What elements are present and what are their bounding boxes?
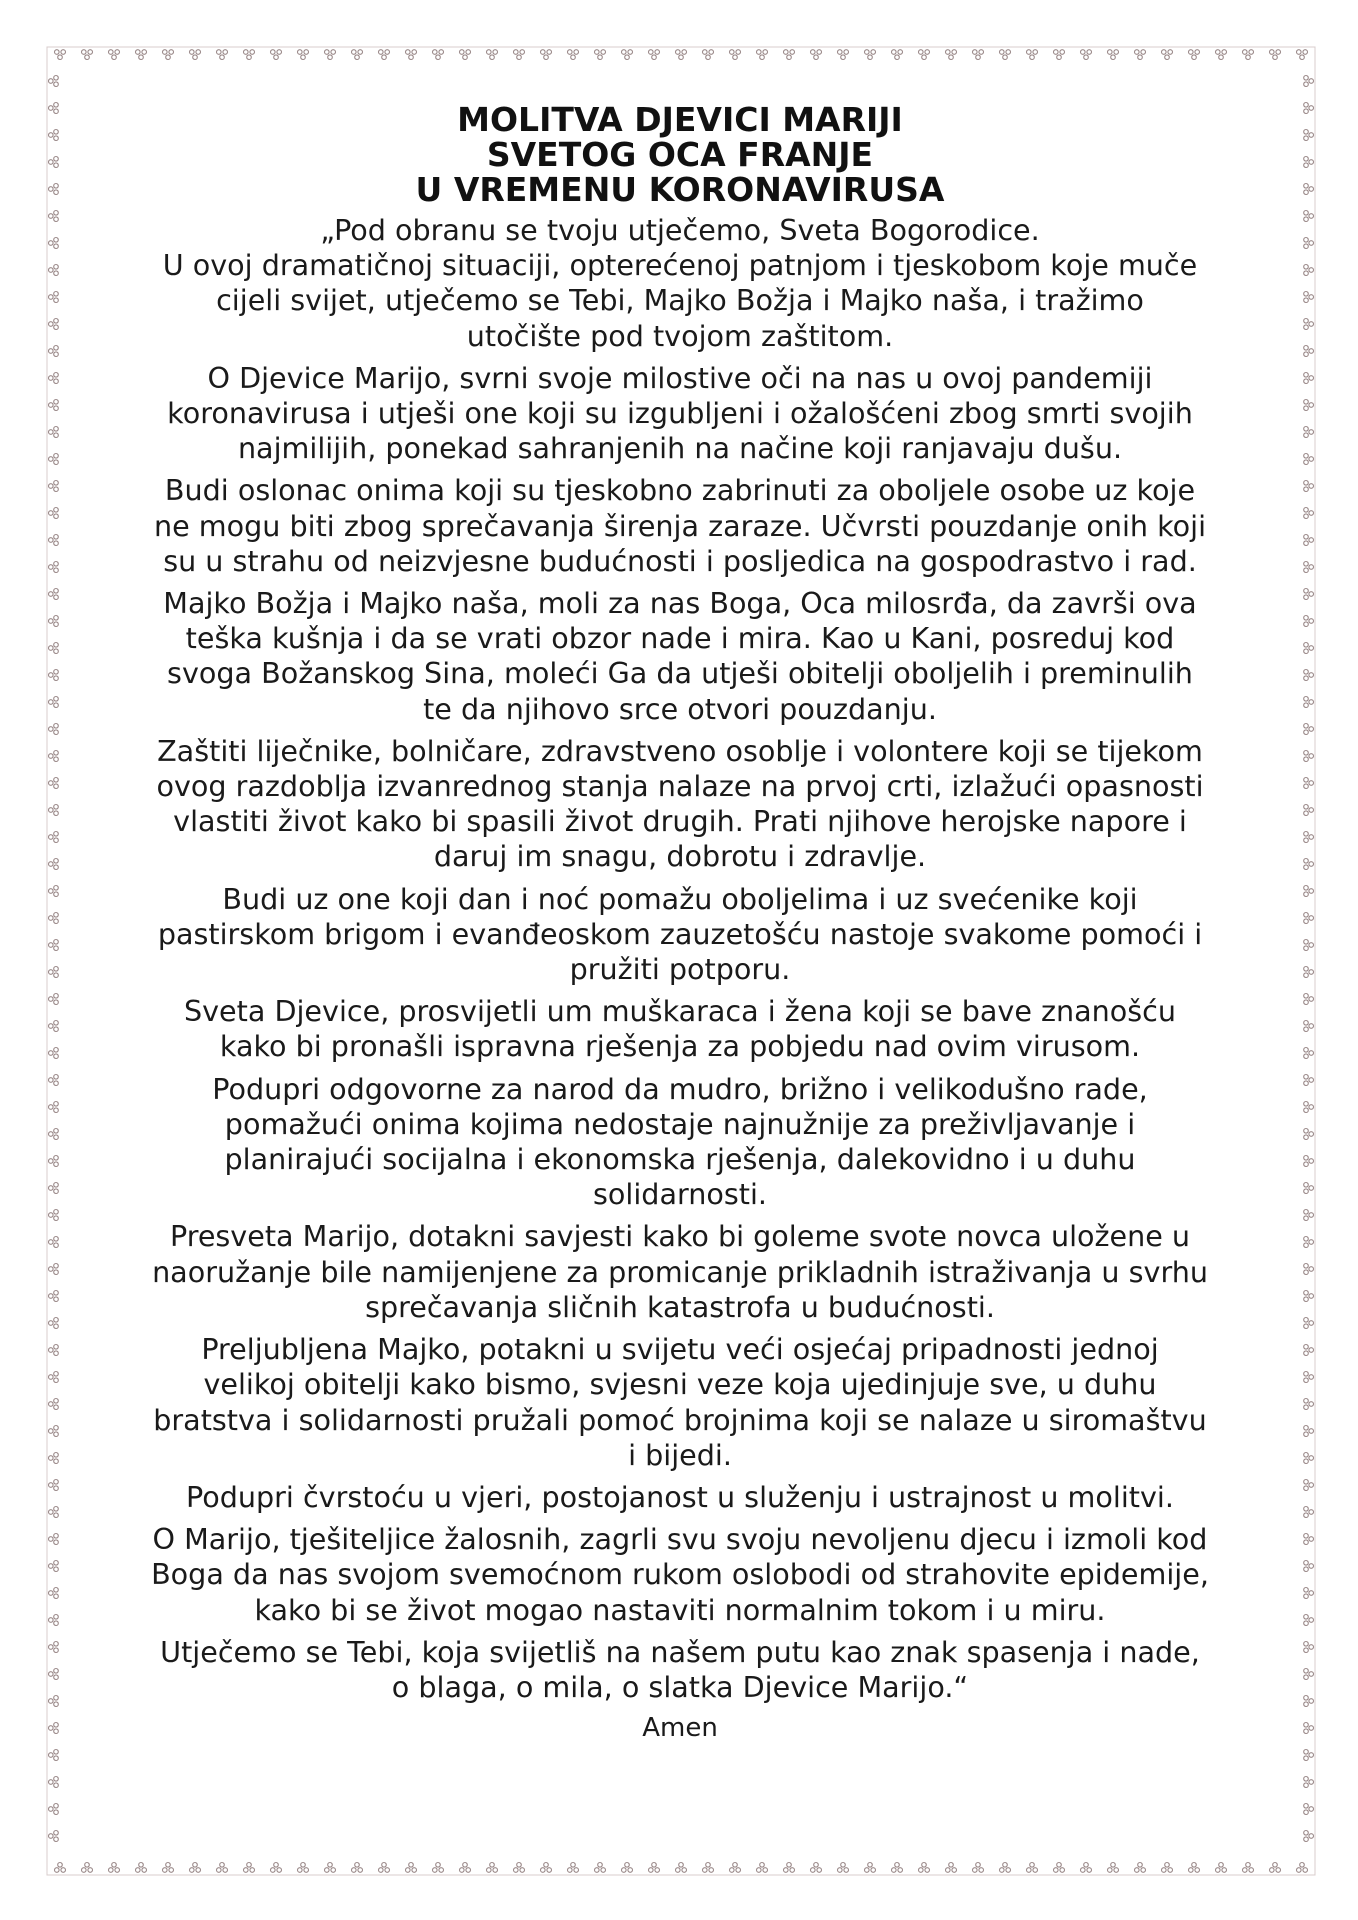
border-ornament [49,346,59,357]
border-ornament [676,50,687,60]
border-ornament [1304,1696,1314,1707]
prayer-paragraph [100,473,1260,579]
paragraph-line: utočište pod tvojom zaštitom. [466,318,894,353]
border-ornament [217,50,228,60]
border-ornament [49,1615,59,1626]
border-ornament [49,859,59,870]
border-ornament [1135,50,1146,60]
border-ornament [1304,1642,1314,1653]
border-ornament [487,1863,498,1873]
paragraph-line: te da njihovo srce otvori pouzdanju. [423,691,937,726]
border-ornament [1304,427,1314,438]
prayer-paragraph [100,586,1260,727]
border-ornament [163,1863,174,1873]
border-ornament [49,1723,59,1734]
border-ornament [49,940,59,951]
border-ornament [1081,50,1092,60]
border-ornament [379,1863,390,1873]
border-ornament [811,50,822,60]
border-ornament [1304,1102,1314,1113]
border-ornament [55,1863,66,1873]
paragraph-line: Presveta Marijo, dotakni savjesti kako bi goleme svote novca uložene u [169,1219,1191,1254]
border-ornament [973,1863,984,1873]
border-ornament [622,1863,633,1873]
border-ornament [1000,50,1011,60]
border-ornament [49,1480,59,1491]
border-ornament [1304,265,1314,276]
border-ornament [1304,1588,1314,1599]
border-ornament [49,1291,59,1302]
paragraph-line: Budi oslonac onima koji su tjeskobno zabrinuti za oboljele osobe uz koje [164,473,1196,508]
border-ornament [1304,1210,1314,1221]
paragraph-line: O Djevice Marijo, svrni svoje milostive oči na nas u ovoj pandemiji [207,360,1153,395]
border-ornament [49,616,59,627]
border-ornament [649,1863,660,1873]
border-ornament [1304,1453,1314,1464]
border-ornament [1304,103,1314,114]
border-ornament [49,481,59,492]
border-ornament [49,1534,59,1545]
border-ornament [1304,778,1314,789]
border-ornament [406,50,417,60]
border-ornament [217,1863,228,1873]
border-ornament [49,643,59,654]
paragraph-line: najmilijih, ponekad sahranjenih na načine koji ranjavaju dušu. [237,431,1123,466]
border-ornament [1304,1615,1314,1626]
border-ornament [1304,1831,1314,1842]
border-ornament [49,427,59,438]
border-ornament [325,1863,336,1873]
border-ornament [49,724,59,735]
border-ornament [1162,50,1173,60]
border-ornament [1304,1291,1314,1302]
border-ornament [1054,50,1065,60]
paragraph-line: U ovoj dramatičnoj situaciji, opterećenoj patnjom i tjeskobom koje muče [162,248,1198,283]
paragraph-line: bratstva i solidarnosti pružali pomoć brojnima koji se nalaze u siromaštvu [153,1402,1207,1437]
border-ornament [49,1372,59,1383]
border-ornament [1304,1264,1314,1275]
prayer-body [100,213,1260,1705]
border-ornament [244,50,255,60]
border-ornament [271,1863,282,1873]
border-ornament [1304,994,1314,1005]
border-ornament [298,1863,309,1873]
border-ornament [1000,1863,1011,1873]
border-ornament [1054,1863,1065,1873]
border-ornament [730,50,741,60]
paragraph-line: Podupri odgovorne za narod da mudro, brižno i velikodušno rade, [212,1071,1148,1106]
border-ornament [49,1696,59,1707]
border-ornament [1304,589,1314,600]
border-ornament [1304,697,1314,708]
border-ornament [49,1453,59,1464]
border-ornament [1304,130,1314,141]
border-ornament [49,697,59,708]
paragraph-line: O Marijo, tješiteljice žalosnih, zagrli svu svoju nevoljenu djecu i izmoli kod [152,1522,1208,1557]
border-ornament [1304,508,1314,519]
border-ornament [49,508,59,519]
border-ornament [1304,805,1314,816]
border-ornament [1304,1345,1314,1356]
border-ornament [1304,184,1314,195]
border-ornament [1304,238,1314,249]
prayer-paragraph [100,361,1260,467]
border-ornament [1304,886,1314,897]
paragraph-line: ne mogu biti zbog sprečavanja širenja zaraze. Učvrsti pouzdanje onih koji [153,508,1207,543]
border-ornament [49,157,59,168]
border-ornament [49,211,59,222]
border-ornament [460,1863,471,1873]
prayer-paragraph [100,213,1260,354]
border-ornament [49,805,59,816]
border-ornament [1162,1863,1173,1873]
border-ornament [49,832,59,843]
border-ornament [973,50,984,60]
border-ornament [541,1863,552,1873]
prayer-paragraph [100,1072,1260,1213]
border-ornament [244,1863,255,1873]
paragraph-line: Boga da nas svojom svemoćnom rukom oslobodi od strahovite epidemije, [151,1557,1209,1592]
paragraph-line: pomažući onima kojima nedostaje najnužnije za preživljavanje i [224,1106,1136,1141]
paragraph-line: Podupri čvrstoću u vjeri, postojanost u služenju i ustrajnost u molitvi. [186,1479,1174,1514]
border-ornament [49,1588,59,1599]
border-ornament [1304,967,1314,978]
border-ornament [49,373,59,384]
border-ornament [946,1863,957,1873]
border-ornament [1027,1863,1038,1873]
border-ornament [811,1863,822,1873]
border-ornament [1304,157,1314,168]
prayer-document [100,102,1260,1744]
border-ornament [49,994,59,1005]
border-ornament [568,1863,579,1873]
border-ornament [541,50,552,60]
paragraph-line: i bijedi. [628,1437,732,1472]
paragraph-line: o blaga, o mila, o slatka Djevice Marijo.“ [391,1669,969,1704]
border-ornament [649,50,660,60]
border-ornament [190,50,201,60]
border-ornament [1304,1750,1314,1761]
border-ornament [1297,1863,1308,1873]
border-ornament [1304,724,1314,735]
prayer-paragraph [100,1480,1260,1515]
border-ornament [55,50,66,60]
border-ornament [1304,1399,1314,1410]
paragraph-line: Zaštiti liječnike, bolničare, zdravstveno osoblje i volontere koji se tijekom [157,733,1203,768]
border-ornament [865,50,876,60]
border-ornament [460,50,471,60]
border-ornament [1304,454,1314,465]
border-ornament [49,76,59,87]
paragraph-line: „Pod obranu se tvoju utječemo, Sveta Bogorodice. [320,213,1040,247]
border-ornament [892,1863,903,1873]
border-ornament [514,50,525,60]
title-line: SVETOG OCA FRANJE [486,135,874,174]
paragraph-line: cijeli svijet, utječemo se Tebi, Majko Božja i Majko naša, i tražimo [216,283,1144,318]
border-ornament [433,1863,444,1873]
border-ornament [49,319,59,330]
closing-amen: Amen [642,1713,718,1744]
paragraph-line: svoga Božanskog Sina, moleći Ga da utješi obitelji oboljelih i preminulih [167,656,1193,691]
border-ornament [622,50,633,60]
paragraph-line: ovog razdoblja izvanrednog stanja nalaze na prvoj crti, izlažući opasnosti [156,769,1204,804]
border-ornament [595,1863,606,1873]
border-ornament [1081,1863,1092,1873]
border-ornament [49,1507,59,1518]
border-ornament [1304,1534,1314,1545]
border-ornament [1304,1237,1314,1248]
border-ornament [49,1048,59,1059]
border-ornament [136,1863,147,1873]
border-ornament [1304,751,1314,762]
border-ornament [49,1345,59,1356]
border-ornament [919,50,930,60]
border-ornament [325,50,336,60]
paragraph-line: Sveta Djevice, prosvijetli um muškaraca i žena koji se bave znanošću [183,994,1177,1029]
border-ornament [49,1669,59,1680]
prayer-paragraph [100,994,1260,1064]
border-ornament [1304,832,1314,843]
border-ornament [1108,1863,1119,1873]
border-ornament [865,1863,876,1873]
border-ornament [271,50,282,60]
border-ornament [1304,616,1314,627]
border-ornament [190,1863,201,1873]
border-ornament [49,1075,59,1086]
paragraph-line: naoružanje bile namijenjene za promicanje prikladnih istraživanja u svrhu [152,1254,1208,1289]
border-ornament [703,50,714,60]
border-ornament [1304,1480,1314,1491]
prayer-paragraph [100,1219,1260,1325]
border-ornament [49,1831,59,1842]
border-ornament [1304,859,1314,870]
border-ornament [1304,1507,1314,1518]
border-ornament [136,50,147,60]
paragraph-line: Utječemo se Tebi, koja svijetliš na našem putu kao znak spasenja i nade, [160,1634,1200,1669]
border-ornament [49,913,59,924]
paragraph-line: daruj im snagu, dobrotu i zdravlje. [433,839,927,874]
border-ornament [595,50,606,60]
border-ornament [49,1750,59,1761]
border-ornament [1270,50,1281,60]
paragraph-line: koronavirusa i utješi one koji su izgubljeni i ožalošćeni zbog smrti svojih [167,396,1193,431]
paragraph-line: velikoj obitelji kako bismo, svjesni veze koja ujedinjuje sve, u duhu [203,1367,1157,1402]
border-ornament [1304,1183,1314,1194]
border-ornament [1304,940,1314,951]
border-ornament [514,1863,525,1873]
border-ornament [1304,1426,1314,1437]
border-ornament [49,1156,59,1167]
border-ornament [49,589,59,600]
border-ornament [109,50,120,60]
border-ornament [1304,211,1314,222]
paragraph-line: su u strahu od neizvjesne budućnosti i posljedica na gospodrastvo i rad. [163,543,1197,578]
border-ornament [49,886,59,897]
border-ornament [838,1863,849,1873]
border-ornament [82,1863,93,1873]
border-ornament [1304,1777,1314,1788]
border-ornament [1304,373,1314,384]
border-ornament [1108,50,1119,60]
border-ornament [49,562,59,573]
border-ornament [1304,1075,1314,1086]
border-ornament [49,1183,59,1194]
border-ornament [49,1318,59,1329]
border-ornament [49,454,59,465]
border-ornament [49,1021,59,1032]
prayer-paragraph [100,882,1260,988]
border-ornament [1304,1372,1314,1383]
border-ornament [49,1399,59,1410]
title-line: MOLITVA DJEVICI MARIJI [457,100,903,139]
border-ornament [1304,1021,1314,1032]
border-ornament [49,130,59,141]
border-ornament [1304,1669,1314,1680]
border-ornament [568,50,579,60]
border-ornament [1304,1048,1314,1059]
border-ornament [1304,76,1314,87]
border-ornament [49,265,59,276]
border-ornament [1304,292,1314,303]
paragraph-line: teška kušnja i da se vrati obzor nade i mira. Kao u Kani, posreduj kod [185,621,1175,656]
border-ornament [49,1777,59,1788]
prayer-title [100,102,1260,207]
border-ornament [1304,1561,1314,1572]
border-ornament [49,1102,59,1113]
border-ornament [49,238,59,249]
border-ornament [49,184,59,195]
border-ornament [838,50,849,60]
border-ornament [1243,50,1254,60]
border-ornament [82,50,93,60]
border-ornament [757,1863,768,1873]
border-ornament [1135,1863,1146,1873]
border-ornament [784,50,795,60]
border-ornament [49,292,59,303]
border-ornament [1304,1723,1314,1734]
paragraph-line: kako bi pronašli ispravna rješenja za pobjedu nad ovim virusom. [219,1029,1141,1064]
border-ornament [1304,1318,1314,1329]
border-ornament [49,967,59,978]
border-ornament [49,1426,59,1437]
border-ornament [49,1237,59,1248]
paragraph-line: solidarnosti. [593,1177,767,1212]
border-ornament [49,535,59,546]
border-ornament [1216,50,1227,60]
border-ornament [49,1129,59,1140]
border-ornament [757,50,768,60]
border-ornament [433,50,444,60]
border-ornament [1270,1863,1281,1873]
prayer-paragraph [100,734,1260,875]
border-ornament [1304,913,1314,924]
border-ornament [49,1804,59,1815]
border-ornament [379,50,390,60]
border-ornament [703,1863,714,1873]
paragraph-line: planirajući socijalna i ekonomska rješenja, dalekovidno i u duhu [224,1142,1136,1177]
border-ornament [49,1264,59,1275]
border-ornament [1304,535,1314,546]
border-ornament [676,1863,687,1873]
prayer-paragraph [100,1522,1260,1628]
border-ornament [946,50,957,60]
border-ornament [163,50,174,60]
border-ornament [1297,50,1308,60]
border-ornament [49,670,59,681]
border-ornament [1304,1156,1314,1167]
border-ornament [1304,643,1314,654]
paragraph-line: Majko Božja i Majko naša, moli za nas Boga, Oca milosrđa, da završi ova [163,586,1197,621]
border-ornament [352,1863,363,1873]
border-ornament [1304,1129,1314,1140]
border-ornament [1189,1863,1200,1873]
border-ornament [49,1210,59,1221]
paragraph-line: Budi uz one koji dan i noć pomažu oboljelima i uz svećenike koji [222,881,1138,916]
border-ornament [1304,562,1314,573]
border-ornament [49,1642,59,1653]
border-ornament [49,400,59,411]
border-ornament [1304,400,1314,411]
border-ornament [919,1863,930,1873]
border-ornament [49,778,59,789]
border-ornament [784,1863,795,1873]
prayer-paragraph [100,1332,1260,1473]
border-ornament [1304,1804,1314,1815]
border-ornament [892,50,903,60]
border-ornament [1304,481,1314,492]
border-ornament [1189,50,1200,60]
border-ornament [406,1863,417,1873]
border-ornament [49,103,59,114]
border-ornament [109,1863,120,1873]
border-ornament [49,751,59,762]
border-ornament [1027,50,1038,60]
border-ornament [1304,319,1314,330]
border-ornament [298,50,309,60]
paragraph-line: pružiti potporu. [569,952,791,987]
border-ornament [730,1863,741,1873]
paragraph-line: vlastiti život kako bi spasili život drugih. Prati njihove herojske napore i [173,804,1187,839]
border-ornament [49,1561,59,1572]
border-ornament [1216,1863,1227,1873]
paragraph-line: pastirskom brigom i evanđeoskom zauzetošću nastoje svakome pomoći i [157,916,1203,951]
paragraph-line: kako bi se život mogao nastaviti normalnim tokom i u miru. [254,1592,1106,1627]
border-ornament [487,50,498,60]
prayer-paragraph [100,1635,1260,1705]
paragraph-line: Preljubljena Majko, potakni u svijetu veći osjećaj pripadnosti jednoj [201,1332,1159,1367]
border-ornament [1243,1863,1254,1873]
title-line: U VREMENU KORONAVIRUSA [415,170,945,209]
border-ornament [1304,346,1314,357]
border-ornament [1304,670,1314,681]
border-ornament [352,50,363,60]
paragraph-line: sprečavanja sličnih katastrofa u budućnosti. [365,1289,995,1324]
